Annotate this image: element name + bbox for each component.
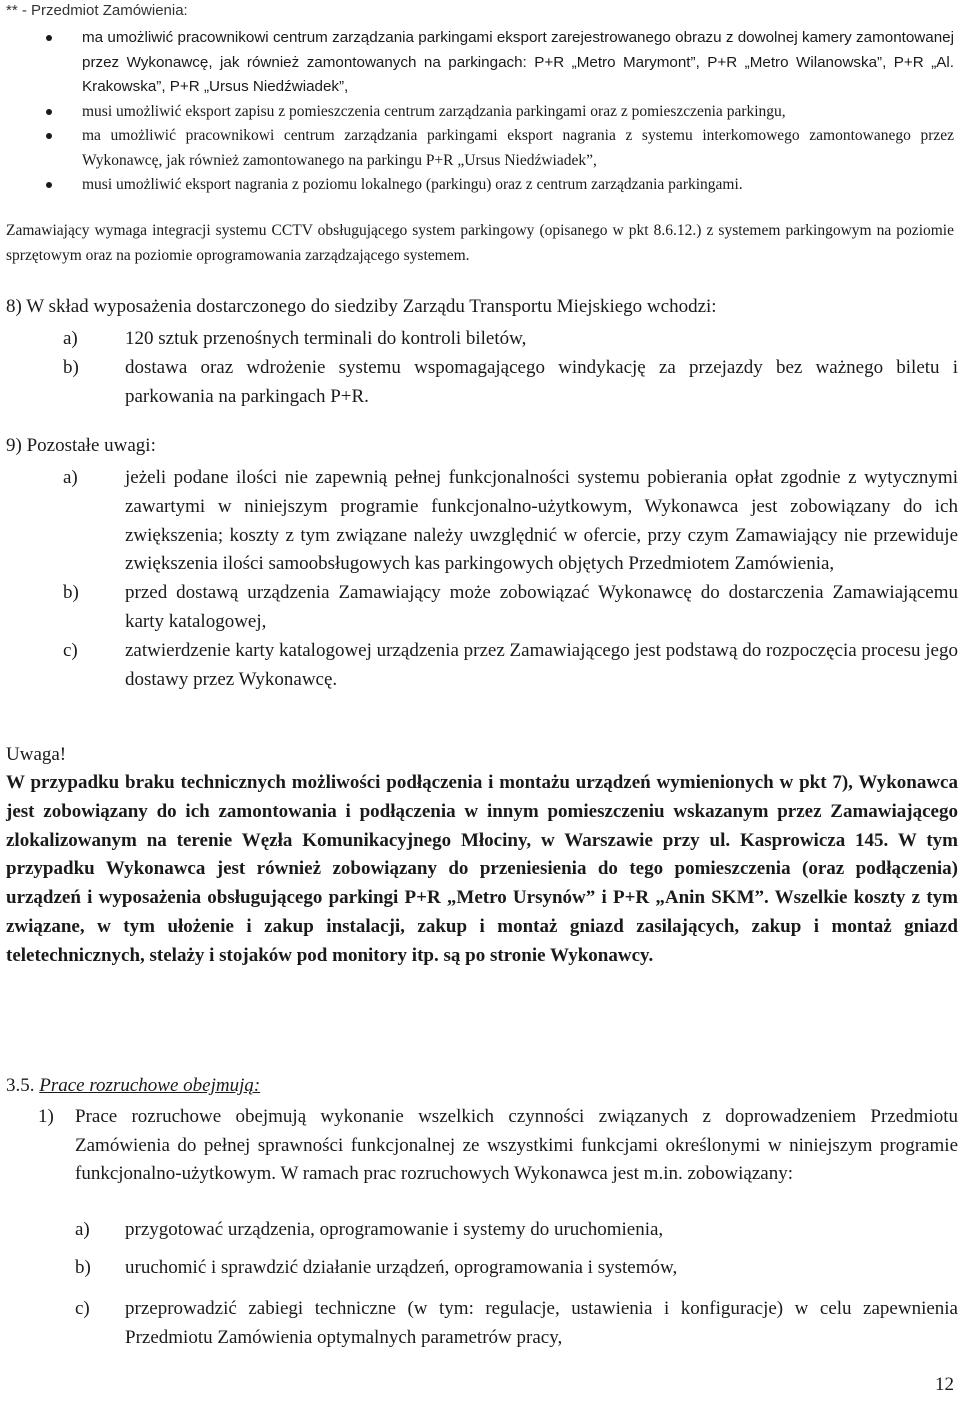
- list-item: a) jeżeli podane ilości nie zapewnią pełnej funkcjonalności systemu pobierania opłat zgodnie z wytycznymi zawartymi w niniejszym programie funkcjonalno-użytkowym, Wykonawca jest zobowiązany do ich zwiększenia; koszty z tym związane należy uwzględnić w ofercie, przy czym Zamawiający nie przewiduje zwiększenia ilości samoobsługowych kas parkingowych objętych Przedmiotem Zamówienia,: [63, 467, 958, 575]
- section-3-5-heading: [6, 1075, 260, 1097]
- bullet-icon: [46, 109, 52, 115]
- list-item: musi umożliwić eksport zapisu z pomieszczenia centrum zarządzania parkingami oraz z pomieszczenia parkingu,: [0, 100, 954, 125]
- list-item: a) przygotować urządzenia, oprogramowanie i systemy do uruchomienia,: [75, 1219, 664, 1240]
- section-8-title: 8) W skład wyposażenia dostarczonego do siedziby Zarządu Transportu Miejskiego wchodzi:: [6, 296, 717, 317]
- bullet-icon: [46, 133, 52, 139]
- page-number: 12: [935, 1374, 954, 1395]
- section-9-list: [0, 464, 958, 694]
- section-title: Prace rozruchowe obejmują:: [39, 1075, 261, 1096]
- section-3-5-list: [0, 1103, 958, 1189]
- integration-note: Zamawiający wymaga integracji systemu CCTV obsługującego system parkingowy (opisanego w pkt 8.6.12.) z systemem parkingowym na poziomie sprzętowym oraz na poziomie oprogramowania zarządzającego systemem.: [6, 222, 954, 264]
- list-item: b) uruchomić i sprawdzić działanie urządzeń, oprogramowania i systemów,: [75, 1257, 678, 1278]
- section-8-list: [0, 325, 958, 411]
- list-item: 1) Prace rozruchowe obejmują wykonanie wszelkich czynności związanych z doprowadzeniem Przedmiotu Zamówienia do pełnej sprawności funkcjonalnej ze wszystkimi funkcjami określonymi w niniejszym programie funkcjonalno-użytkowym. W ramach prac rozruchowych Wykonawca jest m.in. zobowiązany:: [38, 1106, 958, 1184]
- list-item: b) przed dostawą urządzenia Zamawiający może zobowiązać Wykonawcę do dostarczenia Zamawiającemu karty katalogowej,: [63, 582, 958, 632]
- list-item: ma umożliwić pracownikowi centrum zarządzania parkingami eksport zarejestrowanego obrazu z dowolnej kamery zamontowanej przez Wykonawcę, jak również zamontowanych na parkingach: P+R „Metro Marymont”, P+R „Metro Wilanowska”, P+R „Al. Krakowska”, P+R „Ursus Niedźwiadek”,: [0, 26, 954, 100]
- note-title: Uwaga!: [6, 744, 67, 765]
- bullet-icon: [46, 35, 52, 41]
- list-item: c) zatwierdzenie karty katalogowej urządzenia przez Zamawiającego jest podstawą do rozpoczęcia procesu jego dostawy przez Wykonawcę.: [63, 639, 958, 690]
- list-item: musi umożliwić eksport nagrania z poziomu lokalnego (parkingu) oraz z centrum zarządzania parkingami.: [0, 173, 954, 198]
- list-item: b) dostawa oraz wdrożenie systemu wspomagającego windykację za przejazdy bez ważnego biletu i parkowania na parkingach P+R.: [63, 356, 958, 407]
- export-requirements-list: [0, 26, 954, 198]
- list-item: ma umożliwić pracownikowi centrum zarządzania parkingami eksport nagrania z systemu interkomowego zamontowanego przez Wykonawcę, jak również zamontowanego na parkingu P+R „Ursus Niedźwiadek”,: [0, 124, 954, 173]
- section-header: ** - Przedmiot Zamówienia:: [6, 2, 188, 19]
- section-9-title: 9) Pozostałe uwagi:: [6, 435, 156, 456]
- list-item: a) 120 sztuk przenośnych terminali do kontroli biletów,: [63, 328, 527, 349]
- bullet-icon: [46, 182, 52, 188]
- list-item: c) przeprowadzić zabiegi techniczne (w tym: regulacje, ustawienia i konfiguracje) w celu zapewnienia Przedmiotu Zamówienia optymalnych parametrów pracy,: [75, 1298, 958, 1348]
- section-number: 3.5.: [6, 1075, 35, 1096]
- note-paragraph: W przypadku braku technicznych możliwości podłączenia i montażu urządzeń wymienionych w pkt 7), Wykonawca jest zobowiązany do ich zamontowania i podłączenia w innym pomieszczeniu wskazanym przez Zamawiającego zlokalizowanym na terenie Węzła Komunikacyjnego Młociny, w Warszawie przy ul. Kasprowicza 145. W tym przypadku Wykonawca jest również zobowiązany do przeniesienia do tego pomieszczenia (oraz podłączenia) urządzeń i wyposażenia obsługującego parkingi P+R „Metro Ursynów” i P+R „Anin SKM”. Wszelkie koszty z tym związane, w tym ułożenie i zakup instalacji, zakup i montaż gniazd zasilających, zakup i montaż gniazd teletechnicznych, stelaży i stojaków pod monitory itp. są po stronie Wykonawcy.: [6, 772, 958, 966]
